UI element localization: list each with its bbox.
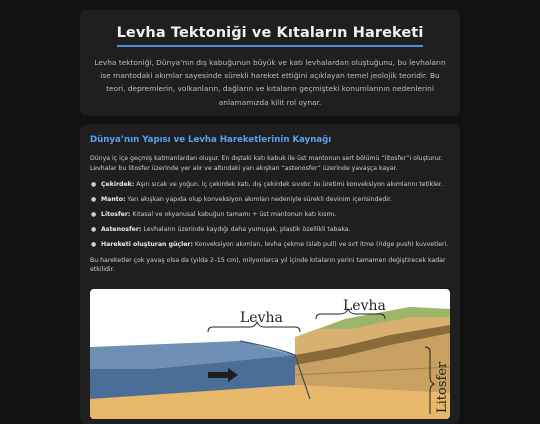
list-item — [91, 210, 450, 220]
plate-diagram-svg — [90, 289, 450, 419]
list-item — [91, 195, 450, 205]
list-item-desc: Kıtasal ve okyanusal kabuğun tamamı + üst mantonun katı kısmı. — [132, 211, 337, 219]
section-outro: Bu hareketler çok yavaş olsa da (yılda 2–15 cm), milyonlarca yıl içinde kıtaların yerini tamamen değiştirecek kadar etkilidir. — [90, 256, 446, 274]
list-item-term: Litosfer: — [101, 211, 131, 219]
list-item-desc: Levhaların üzerinde kaydığı daha yumuşak, plastik özellikli tabaka. — [143, 226, 351, 234]
bullet-icon: ● — [91, 241, 97, 249]
intro-card — [80, 10, 460, 116]
list-item — [91, 225, 450, 235]
intro-text: Levha tektoniği, Dünya’nın dış kabuğunun büyük ve katı levhalardan oluştuğunu, bu levhaların ise mantodaki akımlar sayesinde sürekli hareket ettiğini açıklayan temel jeolojik teoridir. Bu teori, depremlerin, volkanların, dağların ve kıtaların geçmişteki konumlarının nedenlerini anlamamızda kilit rol oynar. — [94, 58, 446, 107]
label-lithosphere: Litosfer — [435, 361, 450, 413]
bullet-icon: ● — [91, 211, 97, 219]
plate-diagram — [90, 289, 450, 419]
list-item-term: Hareketi oluşturan güçler: — [101, 241, 193, 249]
layer-list — [90, 180, 450, 250]
section-heading: Dünya’nın Yapısı ve Levha Hareketlerinin Kaynağı — [90, 135, 332, 145]
list-item-term: Çekirdek: — [101, 181, 135, 189]
page-title: Levha Tektoniği ve Kıtaların Hareketi — [117, 25, 424, 47]
list-item-desc: Aşırı sıcak ve yoğun. İç çekirdek katı, dış çekirdek sıvıdır. Isı üretimi konveksiyon akımlarını tetikler. — [136, 181, 443, 189]
list-item-term: Manto: — [101, 196, 126, 204]
bullet-icon: ● — [91, 196, 97, 204]
list-item-desc: Yarı akışkan yapıda olup konveksiyon akımları nedeniyle sürekli devinim içerisindedir. — [127, 196, 392, 204]
bullet-icon: ● — [91, 226, 97, 234]
label-right-plate: Levha — [343, 298, 386, 314]
list-item-term: Astenosfer: — [101, 226, 142, 234]
label-left-plate: Levha — [240, 310, 283, 326]
list-item-desc: Konveksiyon akımları, levha çekme (slab pull) ve sırt itme (ridge push) kuvvetleri. — [194, 241, 449, 249]
bullet-icon: ● — [91, 181, 97, 189]
list-item — [91, 240, 450, 250]
section-intro: Dünya iç içe geçmiş katmanlardan oluşur. En dıştaki katı kabuk ile üst mantonun sert bölümü “litosfer”i oluşturur. Levhalar bu litosfer üzerinde yer alır ve altındaki yarı akışkan “astenosfer” üzerinde yavaşça kayar. — [90, 155, 443, 172]
content-card — [80, 124, 460, 424]
list-item — [91, 180, 450, 190]
